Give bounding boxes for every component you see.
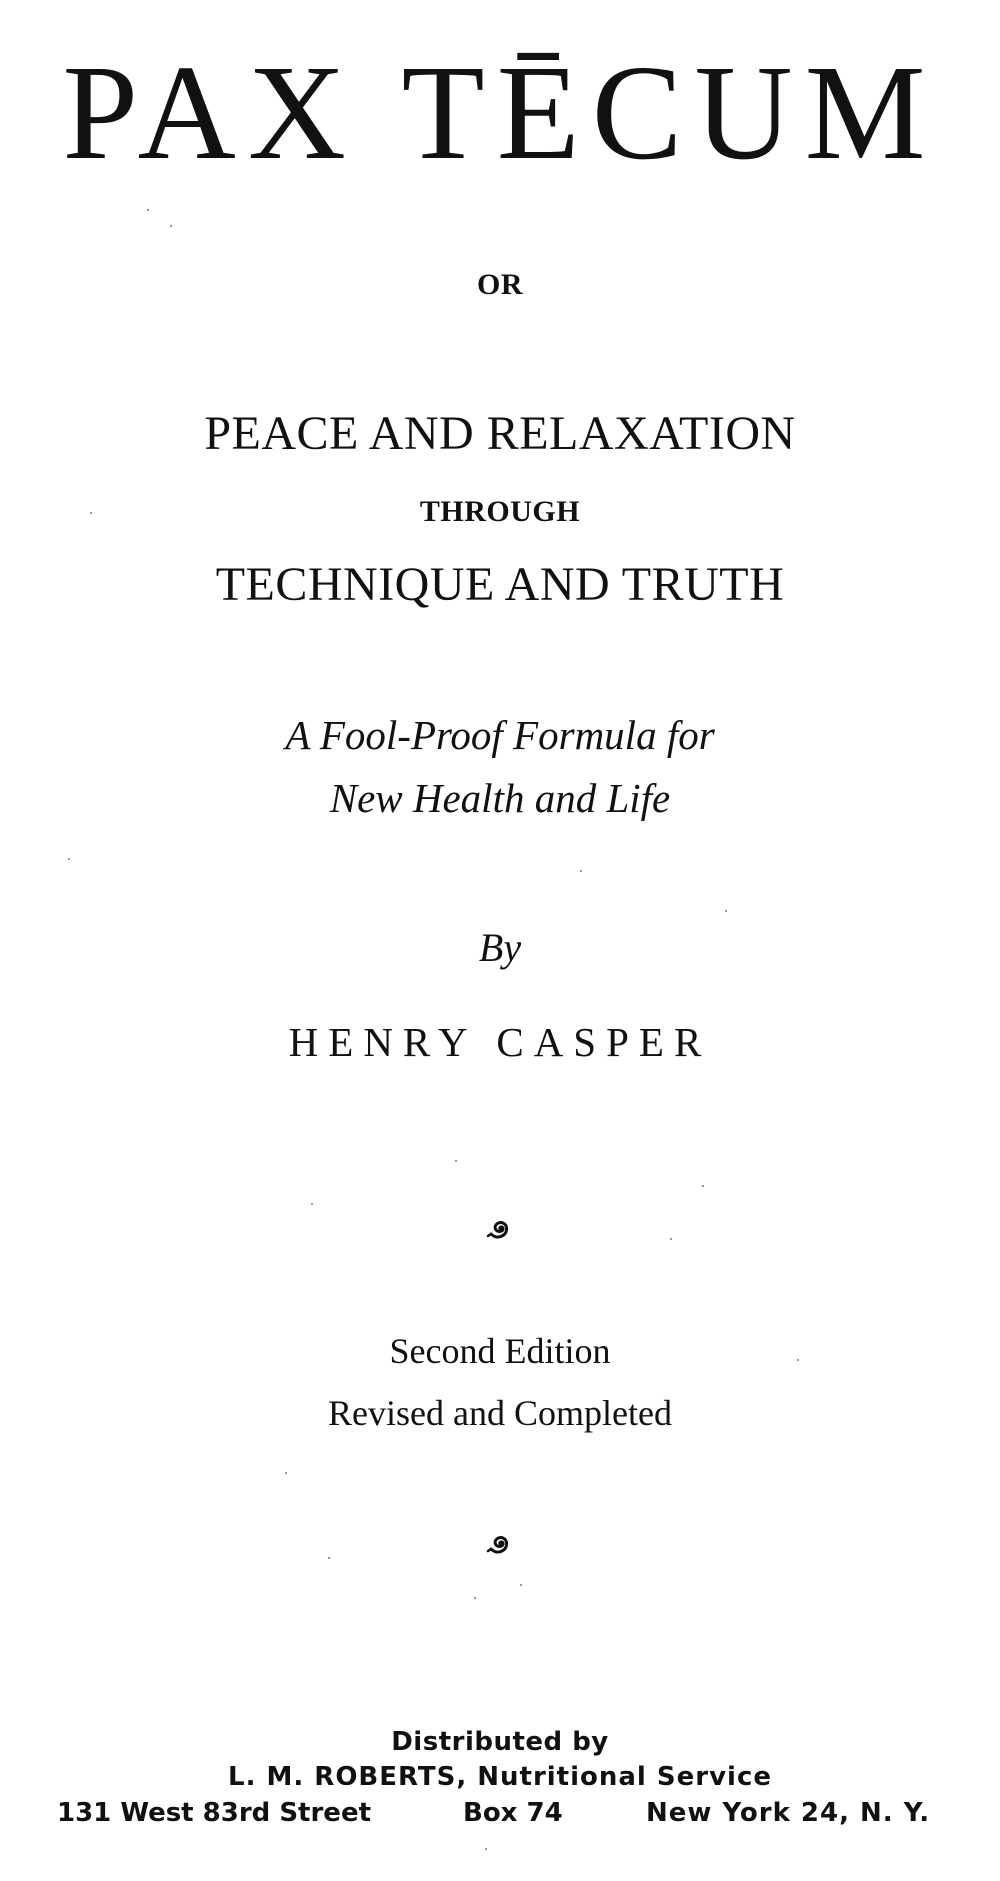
distributor-name: L. M. ROBERTS, Nutritional Service: [228, 1762, 772, 1792]
distributor-address: [0, 1800, 1000, 1834]
scan-speck: [147, 209, 149, 211]
scan-speck: [328, 1557, 330, 1559]
author-name: HENRY CASPER: [288, 1019, 712, 1065]
subtitle-connector: THROUGH: [419, 495, 581, 528]
scan-speck: [670, 1238, 672, 1240]
byline-by: By: [478, 925, 522, 970]
address-city: New York 24, N. Y.: [646, 1798, 931, 1828]
spiral-ornament-icon: [484, 1527, 516, 1559]
address-box: Box 74: [463, 1798, 563, 1828]
edition-line-1: Second Edition: [389, 1331, 611, 1371]
scan-speck: [485, 1848, 487, 1850]
spiral-ornament-icon: [484, 1212, 516, 1244]
scan-speck: [170, 225, 172, 227]
scan-speck: [90, 512, 92, 514]
scan-speck: [702, 1185, 704, 1187]
or-connector: OR: [477, 268, 523, 301]
subtitle-line-1: PEACE AND RELAXATION: [204, 407, 796, 460]
address-street: 131 West 83rd Street: [57, 1798, 372, 1828]
scan-speck: [311, 1203, 313, 1205]
scan-speck: [474, 1597, 476, 1599]
scan-speck: [455, 1160, 457, 1162]
scan-speck: [68, 858, 70, 860]
tagline-line-2: New Health and Life: [329, 775, 671, 821]
tagline-line-1: A Fool-Proof Formula for: [285, 712, 715, 758]
book-title: PAX TĒCUM: [62, 38, 938, 188]
scan-speck: [725, 910, 727, 912]
scan-speck: [580, 870, 582, 872]
scan-speck: [797, 1359, 799, 1361]
scan-speck: [520, 1584, 522, 1586]
subtitle-line-2: TECHNIQUE AND TRUTH: [215, 558, 785, 611]
edition-line-2: Revised and Completed: [328, 1393, 672, 1433]
distributed-by-label: Distributed by: [391, 1727, 609, 1757]
scan-speck: [285, 1472, 287, 1474]
